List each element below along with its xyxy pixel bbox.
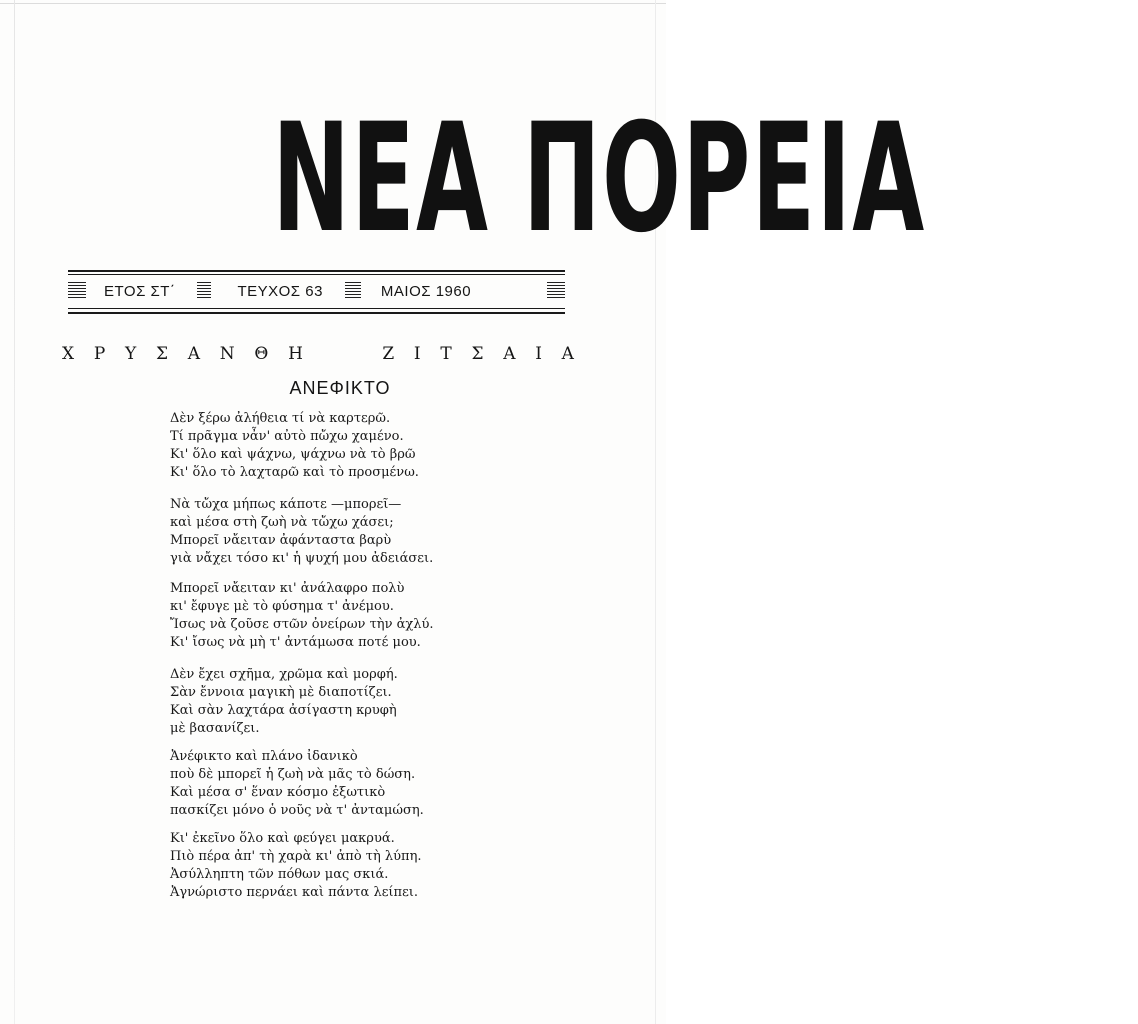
poem-line: Τί πρᾶγμα νἆν' αὐτὸ πὤχω χαμένο. (170, 429, 404, 444)
poem-line: Ἴσως νὰ ζοῦσε στῶν ὀνείρων τὴν ἀχλύ. (170, 617, 434, 632)
author-letter: Σ (156, 344, 169, 364)
poem-line: μὲ βασανίζει. (170, 721, 260, 736)
poem-line: Μπορεῖ νἄειταν ἀφάνταστα βαρὺ (170, 533, 392, 548)
scan-edge-top (0, 3, 666, 4)
poem-line: Καὶ σὰν λαχτάρα ἀσίγαστη κρυφὴ (170, 703, 397, 718)
author-letter: Σ (471, 344, 484, 364)
stanza (170, 580, 434, 652)
author-letter: Ν (219, 344, 235, 364)
hatch-ornament-1 (197, 282, 211, 300)
stanza (170, 410, 419, 482)
poem-line: καὶ μέσα στὴ ζωὴ νὰ τὤχω χάσει; (170, 515, 394, 530)
author-letter: Ρ (93, 344, 106, 364)
poem-title: ΑΝΕΦΙΚΤΟ (289, 378, 391, 398)
poem-line: Νὰ τὤχα μήπως κάποτε —μπορεῖ— (170, 497, 402, 512)
author-letter: Θ (254, 344, 269, 364)
poem-line: Κι' ἐκεῖνο ὅλο καὶ φεύγει μακρυά. (170, 831, 395, 846)
masthead-title: ΝΕΑ ΠΟΡΕΙΑ (272, 92, 926, 266)
author-letter: Η (288, 344, 303, 364)
poem-line: Ἀνέφικτο καὶ πλάνο ἰδανικὸ (170, 749, 358, 764)
poem-line: Δὲν ἔχει σχῆμα, χρῶμα καὶ μορφή. (170, 667, 398, 682)
issue-number: ΤΕΥΧΟΣ 63 (237, 282, 323, 300)
poem-line: Πιὸ πέρα ἀπ' τὴ χαρὰ κι' ἀπὸ τὴ λύπη. (170, 849, 422, 864)
author-letter: Α (187, 344, 201, 364)
hatch-ornament-right (547, 282, 565, 300)
poem-line: Κι' ὅλο καὶ ψάχνω, ψάχνω νὰ τὸ βρῶ (170, 447, 416, 462)
hatch-ornament-left (68, 282, 86, 300)
issue-bar-bottom-rule (68, 312, 565, 314)
stanza (170, 496, 433, 568)
issue-bar-bottom-rule-inner (68, 308, 565, 309)
issue-year: ΕΤΟΣ ΣΤ΄ (104, 282, 176, 300)
poem-line: Κι' ἴσως νὰ μὴ τ' ἀντάμωσα ποτέ μου. (170, 635, 421, 650)
issue-bar (68, 270, 565, 314)
poem-line: ποὺ δὲ μπορεῖ ἡ ζωὴ νὰ μᾶς τὸ δώση. (170, 767, 416, 782)
poem-line: Ἀσύλληπτη τῶν πόθων μας σκιά. (170, 867, 389, 882)
author-letter: Ι (413, 344, 421, 364)
author-name (62, 344, 574, 364)
poem-line: γιὰ νἄχει τόσο κι' ἡ ψυχή μου ἀδειάσει. (170, 551, 434, 566)
poem-line: Μπορεῖ νἄειταν κι' ἀνάλαφρο πολὺ (170, 581, 405, 596)
poem-line: κι' ἔφυγε μὲ τὸ φύσημα τ' ἀνέμου. (170, 599, 394, 614)
masthead (84, 92, 926, 266)
poem-line: Δὲν ξέρω ἀλήθεια τί νὰ καρτερῶ. (170, 411, 391, 426)
poem-line: Σὰν ἔννοια μαγικὴ μὲ διαποτίζει. (170, 685, 392, 700)
author-letter: Τ (440, 344, 452, 364)
poem-line: Ἀγνώριστο περνάει καὶ πάντα λείπει. (170, 885, 419, 900)
poem-line: Καὶ μέσα σ' ἕναν κόσμο ἐξωτικὸ (170, 785, 386, 800)
author-letter: Ζ (382, 344, 395, 364)
stanza (170, 666, 398, 738)
poem-line: Κι' ὅλο τὸ λαχταρῶ καὶ τὸ προσμένω. (170, 465, 419, 480)
author-word-gap (323, 344, 363, 364)
hatch-ornament-2 (345, 282, 361, 300)
issue-bar-top-rule-inner (68, 274, 565, 275)
author-letter: Α (503, 344, 516, 364)
author-letter: Ι (535, 344, 542, 364)
author-letter: Χ (62, 344, 75, 364)
author-letter: Υ (125, 344, 137, 364)
author-letter: Α (561, 344, 574, 364)
issue-date: ΜΑΙΟΣ 1960 (380, 282, 472, 300)
issue-bar-top-rule (68, 270, 565, 272)
poem-line: πασκίζει μόνο ὁ νοῦς νὰ τ' ἀνταμώση. (170, 803, 424, 818)
scan-edge-left (14, 0, 15, 1024)
stanza (170, 748, 424, 820)
issue-row (68, 279, 565, 303)
stanza (170, 830, 422, 902)
